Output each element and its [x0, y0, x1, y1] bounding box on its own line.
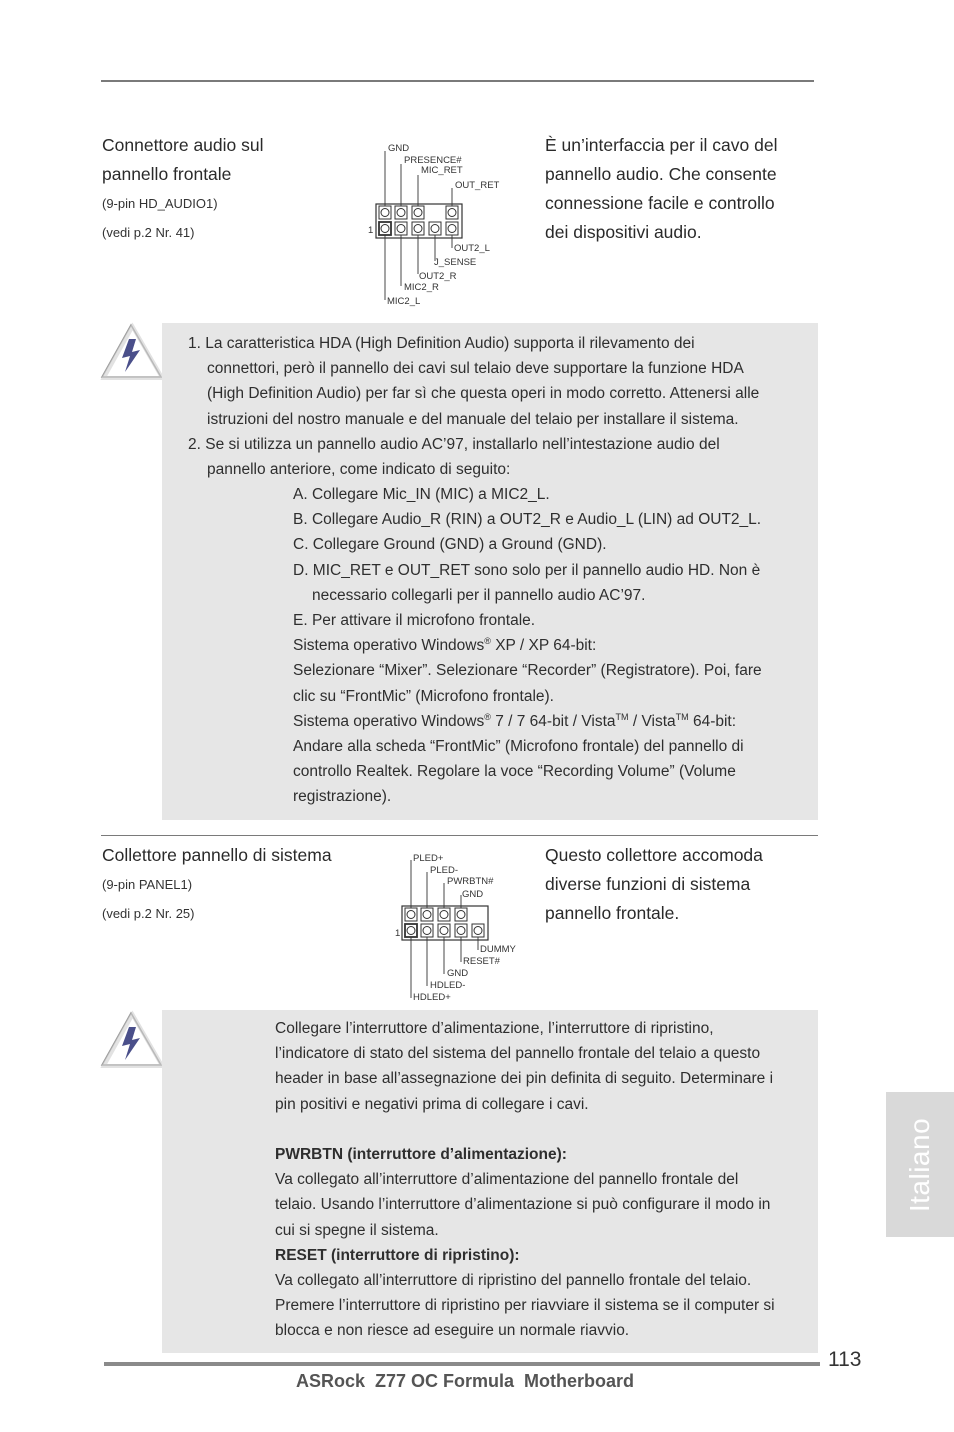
- note-audio-item1-line4: istruzioni del nostro manuale e del manuale del telaio per installare il sistema.: [207, 410, 739, 428]
- xp-os-text: Sistema operativo Windows: [293, 637, 485, 655]
- audio-desc-line2: pannello audio. Che consente: [545, 164, 777, 184]
- note-audio-item2-line1: 2. Se si utilizza un pannello audio AC’97, installarlo nell’intestazione audio del: [188, 435, 720, 453]
- audio-header-description: [545, 131, 825, 247]
- xp-version-text: XP / XP 64-bit:: [490, 637, 597, 655]
- footer-rule: [104, 1362, 820, 1366]
- language-side-tab-label: Italiano: [904, 1117, 935, 1212]
- audio-pin-label-out-ret: OUT_RET: [455, 180, 500, 191]
- panel-pin-label-hdled-minus: HDLED-: [430, 980, 466, 991]
- audio-header-title-line1: Connettore audio sul: [102, 135, 264, 155]
- audio-pin-label-gnd: GND: [388, 143, 410, 154]
- panel-pin-label-reset: RESET#: [463, 956, 500, 967]
- audio-header-ref: (vedi p.2 Nr. 41): [102, 225, 195, 240]
- note-panel-spacer: [275, 1117, 820, 1142]
- note-audio-w7-line3: registrazione).: [293, 788, 392, 806]
- note-panel-pwrbtn-title: PWRBTN (interruttore d’alimentazione):: [275, 1146, 567, 1163]
- panel-desc-line2: diverse funzioni di sistema: [545, 874, 751, 894]
- w7-os-text: Sistema operativo Windows: [293, 712, 485, 730]
- note-audio-item1-line1: 1. La caratteristica HDA (High Definition Audio) supporta il rilevamento dei: [188, 335, 695, 352]
- top-rule: [101, 80, 814, 82]
- middle-rule: [101, 835, 818, 836]
- panel-header-description: [545, 841, 825, 928]
- w7-version-text: 7 / 7 64-bit / Vista: [490, 712, 616, 730]
- note-audio-w7-line2: controllo Realtek. Regolare la voce “Recording Volume” (Volume: [293, 763, 736, 781]
- note-panel-reset-line2: Premere l’interruttore di ripristino per riavviare il sistema se il computer si: [275, 1297, 775, 1315]
- note-panel-intro-line4: pin positivi e negativi prima di collegare i cavi.: [275, 1095, 589, 1113]
- audio-pin-label-presence: PRESENCE#: [404, 155, 462, 166]
- note-audio-w7-line1: Andare alla scheda “FrontMic” (Microfono frontale) del pannello di: [293, 738, 744, 756]
- note-audio-item1-line2: connettori, però il pannello dei cavi sul telaio deve supportare la funzione HDA: [207, 360, 744, 378]
- panel-header-pin-diagram: [392, 848, 532, 1004]
- panel-pin-label-pled-plus: PLED+: [413, 853, 444, 864]
- audio-pin-label-out2-r: OUT2_R: [419, 271, 457, 282]
- note-panel-intro-line3: header in base all’assegnazione dei pin definita di seguito. Determinare i: [275, 1070, 774, 1088]
- page-number: 113: [828, 1348, 862, 1371]
- note-panel-pwrbtn-line2: telaio. Usando l’interruttore d’alimentazione si può configurare il modo in: [275, 1196, 771, 1214]
- note-audio-xp-line2: clic su “FrontMic” (Microfono frontale).: [293, 687, 554, 705]
- panel-pin-label-pled-minus: PLED-: [430, 865, 458, 876]
- panel-desc-line3: pannello frontale.: [545, 903, 680, 923]
- panel-header-title: Collettore pannello di sistema: [102, 845, 332, 865]
- panel-header-section: [102, 841, 362, 928]
- w7-tm-mark-1: TM: [615, 711, 629, 722]
- note-audio-step-a: A. Collegare Mic_IN (MIC) a MIC2_L.: [293, 486, 550, 503]
- audio-pin-label-j-sense: J_SENSE: [434, 257, 477, 268]
- audio-desc-line3: connessione facile e controllo: [545, 193, 775, 213]
- note-audio-text: [188, 331, 816, 482]
- panel-pin-label-gnd-bottom: GND: [447, 968, 469, 979]
- note-audio-w7-heading: [293, 709, 816, 734]
- audio-desc-line1: È un’interfaccia per il cavo del: [545, 135, 778, 155]
- warning-icon: [100, 1010, 164, 1068]
- panel-header-ref: (vedi p.2 Nr. 25): [102, 906, 195, 921]
- note-audio-item1-line3: (High Definition Audio) per far sì che questa operi in modo corretto. Attenersi alle: [207, 385, 760, 403]
- note-audio-xp-line1: Selezionare “Mixer”. Selezionare “Recorder” (Registratore). Poi, fare: [293, 662, 762, 680]
- note-panel-intro-line1: Collegare l’interruttore d’alimentazione, l’interruttore di ripristino,: [275, 1020, 714, 1037]
- note-audio-step-d1: D. MIC_RET e OUT_RET sono solo per il pannello audio HD. Non è: [293, 561, 761, 579]
- panel-pin-label-dummy: DUMMY: [480, 944, 516, 955]
- warning-icon: [100, 322, 164, 380]
- audio-header-title-line2: pannello frontale: [102, 164, 232, 184]
- footer-product-name: ASRock Z77 OC Formula Motherboard: [296, 1371, 635, 1391]
- audio-header-section: [102, 131, 362, 247]
- note-panel-reset-line3: blocca e non riesce ad eseguire un normale riavvio.: [275, 1322, 630, 1340]
- w7-tm-mark-2: TM: [675, 711, 689, 722]
- note-audio-step-e: E. Per attivare il microfono frontale.: [293, 612, 536, 630]
- note-audio-step-b: B. Collegare Audio_R (RIN) a OUT2_R e Audio_L (LIN) ad OUT2_L.: [293, 511, 762, 529]
- note-audio-steps: [293, 482, 816, 810]
- panel-pin-label-hdled-plus: HDLED+: [413, 992, 451, 1003]
- note-audio-xp-heading: [293, 633, 816, 658]
- xp-reg-mark: ®: [484, 636, 491, 647]
- note-audio-step-d2: necessario collegarli per il pannello audio AC’97.: [312, 586, 646, 604]
- note-audio-step-c: C. Collegare Ground (GND) a Ground (GND).: [293, 536, 607, 554]
- w7-vista-text: / Vista: [628, 712, 676, 730]
- audio-pin1-marker: 1: [368, 225, 374, 236]
- note-panel-reset-line1: Va collegato all’interruttore di ripristino del pannello frontale del telaio.: [275, 1272, 752, 1290]
- panel-header-pin-spec: (9-pin PANEL1): [102, 877, 193, 892]
- audio-pin-label-out2-l: OUT2_L: [454, 243, 490, 254]
- note-panel-pwrbtn-line1: Va collegato all’interruttore d’alimentazione del pannello frontale del: [275, 1171, 739, 1189]
- note-panel-text: [275, 1016, 820, 1344]
- note-panel-reset-title: RESET (interruttore di ripristino):: [275, 1246, 520, 1264]
- note-panel-intro-line2: l’indicatore di stato del sistema del pannello frontale del telaio a questo: [275, 1045, 761, 1063]
- w7-64bit-text: 64-bit:: [688, 712, 737, 730]
- audio-header-pin-diagram: [360, 138, 510, 308]
- audio-header-pin-spec: (9-pin HD_AUDIO1): [102, 196, 218, 211]
- panel-pin1-marker: 1: [395, 928, 401, 939]
- audio-desc-line4: dei dispositivi audio.: [545, 222, 702, 242]
- panel-desc-line1: Questo collettore accomoda: [545, 845, 763, 865]
- panel-pin-label-pwrbtn: PWRBTN#: [447, 876, 494, 887]
- note-panel-pwrbtn-line3: cui si spegne il sistema.: [275, 1221, 439, 1239]
- w7-reg-mark: ®: [484, 711, 491, 722]
- language-side-tab: [886, 1092, 954, 1237]
- panel-pin-label-gnd-top: GND: [462, 889, 484, 900]
- audio-pin-label-mic-ret: MIC_RET: [421, 165, 463, 176]
- audio-pin-label-mic2-r: MIC2_R: [404, 282, 439, 293]
- note-audio-item2-line2: pannello anteriore, come indicato di seguito:: [207, 461, 511, 479]
- audio-pin-label-mic2-l: MIC2_L: [387, 296, 421, 307]
